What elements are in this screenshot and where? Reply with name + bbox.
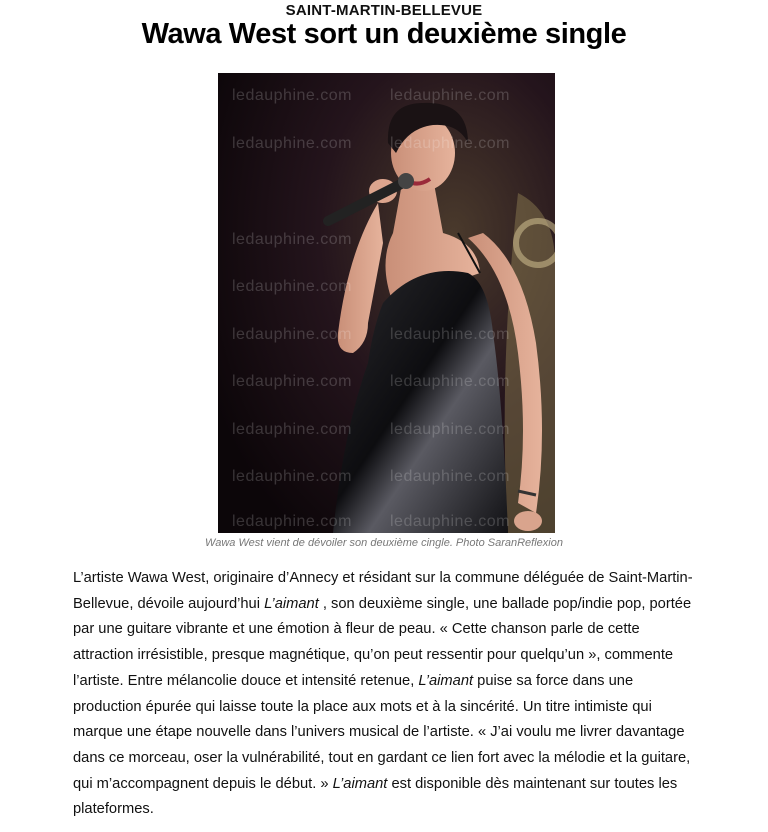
watermark-text: ledauphine.com xyxy=(232,421,352,438)
kicker: SAINT-MARTIN-BELLEVUE xyxy=(285,2,483,19)
headline: Wawa West sort un deuxième single xyxy=(141,18,627,50)
watermark-text: ledauphine.com xyxy=(232,373,352,390)
watermark-text: ledauphine.com xyxy=(232,231,352,248)
watermark-text: ledauphine.com xyxy=(390,373,510,390)
watermark-text: ledauphine.com xyxy=(390,468,510,485)
photo-caption: Wawa West vient de dévoiler son deuxième cingle. Photo SaranReflexion xyxy=(205,537,563,549)
watermark-text: ledauphine.com xyxy=(390,421,510,438)
watermark-text: ledauphine.com xyxy=(232,468,352,485)
body-text: est disponible dès maintenant sur toutes les plateformes. xyxy=(73,775,678,818)
watermark-text: ledauphine.com xyxy=(390,326,510,343)
watermark-text: ledauphine.com xyxy=(390,135,510,152)
watermark-text: ledauphine.com xyxy=(232,135,352,152)
article-photo xyxy=(218,73,555,533)
watermark-text: ledauphine.com xyxy=(232,278,352,295)
watermark-text: ledauphine.com xyxy=(232,513,352,530)
single-title: L’aimant xyxy=(264,595,319,612)
single-title: L’aimant xyxy=(418,672,474,689)
watermark-text: ledauphine.com xyxy=(390,513,510,530)
body-text: L’artiste Wawa West, originaire d’Annecy et résidant sur la commune déléguée de Saint-Martin-Bellevue, dévoile aujourd’hui xyxy=(73,570,693,612)
watermark-text: ledauphine.com xyxy=(232,87,352,104)
watermark-text: ledauphine.com xyxy=(390,87,510,104)
body-text: puise sa force dans une production épurée qui laisse toute la place aux mots et à la sincérité. Un titre intimiste qui marque une étape nouvelle dans l’univers musical de l’artiste. « J’ai voulu me livrer davantage dans ce morceau, oser la vulnérabilité, tout en gardant ce lien fort avec la mélodie et la guitare, qui m’accompagnent depuis le début. » xyxy=(73,672,691,792)
watermark-text: ledauphine.com xyxy=(232,326,352,343)
single-title: L’aimant xyxy=(332,775,388,792)
article-body xyxy=(73,566,697,823)
body-text: , son deuxième single, une ballade pop/indie pop, portée par une guitare vibrante et une émotion à fleur de peau. « Cette chanson parle de cette attraction irrésistible, presque magnétique, qu’on peut ressentir pour quelqu’un », commente l’artiste. Entre mélancolie douce et intensité retenue, xyxy=(73,595,692,689)
